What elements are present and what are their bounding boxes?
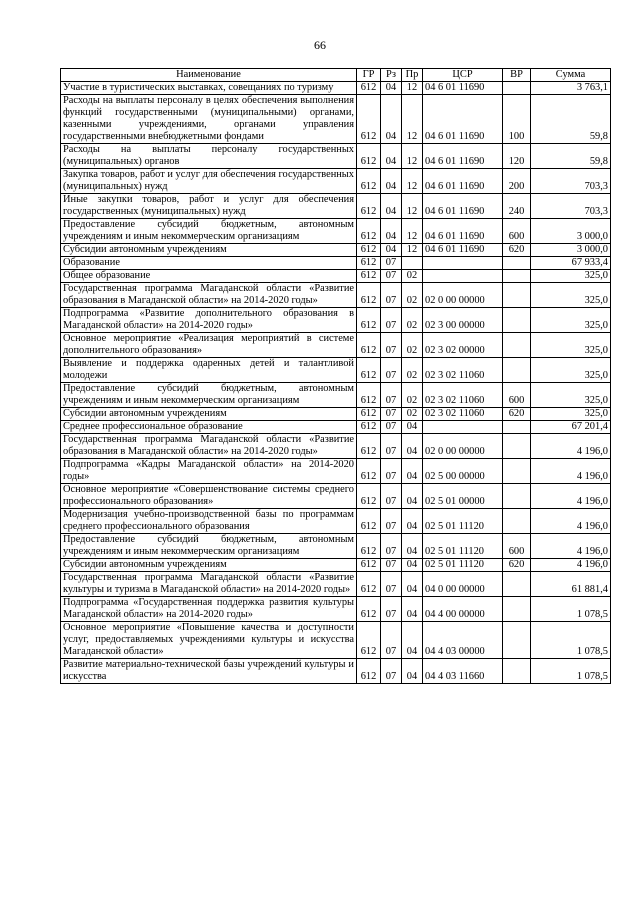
cell-gr: 612 bbox=[357, 597, 381, 622]
table-row bbox=[61, 434, 611, 459]
cell-pr: 04 bbox=[402, 459, 423, 484]
cell-pr: 12 bbox=[402, 194, 423, 219]
cell-vr: 600 bbox=[503, 383, 531, 408]
cell-sum: 3 763,1 bbox=[531, 82, 611, 95]
table-row bbox=[61, 169, 611, 194]
cell-name: Основное мероприятие «Совершенствование системы среднего профессионального образования» bbox=[61, 484, 357, 509]
cell-gr: 612 bbox=[357, 194, 381, 219]
cell-pr: 04 bbox=[402, 509, 423, 534]
cell-rz: 07 bbox=[381, 597, 402, 622]
table-row bbox=[61, 283, 611, 308]
cell-vr bbox=[503, 659, 531, 684]
cell-gr: 612 bbox=[357, 659, 381, 684]
cell-vr bbox=[503, 434, 531, 459]
table-row bbox=[61, 383, 611, 408]
table-body bbox=[61, 82, 611, 684]
cell-vr bbox=[503, 572, 531, 597]
cell-name: Субсидии автономным учреждениям bbox=[61, 559, 357, 572]
cell-name: Государственная программа Магаданской области «Развитие образования в Магаданской области» на 2014-2020 годы» bbox=[61, 434, 357, 459]
cell-sum: 325,0 bbox=[531, 383, 611, 408]
cell-gr: 612 bbox=[357, 572, 381, 597]
cell-gr: 612 bbox=[357, 257, 381, 270]
cell-rz: 07 bbox=[381, 572, 402, 597]
cell-csr: 04 6 01 11690 bbox=[423, 82, 503, 95]
cell-gr: 612 bbox=[357, 144, 381, 169]
cell-csr: 02 3 02 11060 bbox=[423, 383, 503, 408]
cell-sum: 4 196,0 bbox=[531, 434, 611, 459]
column-header-sum: Сумма bbox=[531, 69, 611, 82]
cell-pr: 04 bbox=[402, 572, 423, 597]
cell-name: Подпрограмма «Развитие дополнительного образования в Магаданской области» на 2014-2020 годы» bbox=[61, 308, 357, 333]
cell-vr bbox=[503, 484, 531, 509]
table-row bbox=[61, 82, 611, 95]
cell-rz: 07 bbox=[381, 408, 402, 421]
table-row bbox=[61, 194, 611, 219]
cell-sum: 1 078,5 bbox=[531, 597, 611, 622]
cell-csr bbox=[423, 257, 503, 270]
cell-sum: 703,3 bbox=[531, 194, 611, 219]
cell-rz: 04 bbox=[381, 95, 402, 144]
cell-csr: 04 4 03 11660 bbox=[423, 659, 503, 684]
cell-sum: 3 000,0 bbox=[531, 219, 611, 244]
table-row bbox=[61, 659, 611, 684]
table-row bbox=[61, 421, 611, 434]
cell-rz: 07 bbox=[381, 459, 402, 484]
table-row bbox=[61, 333, 611, 358]
table-row bbox=[61, 144, 611, 169]
cell-csr: 02 5 00 00000 bbox=[423, 459, 503, 484]
cell-csr: 04 6 01 11690 bbox=[423, 244, 503, 257]
cell-gr: 612 bbox=[357, 459, 381, 484]
cell-vr: 600 bbox=[503, 219, 531, 244]
cell-gr: 612 bbox=[357, 434, 381, 459]
cell-pr: 04 bbox=[402, 421, 423, 434]
cell-csr: 04 4 03 00000 bbox=[423, 622, 503, 659]
cell-rz: 04 bbox=[381, 82, 402, 95]
cell-rz: 07 bbox=[381, 622, 402, 659]
cell-pr: 12 bbox=[402, 82, 423, 95]
cell-rz: 07 bbox=[381, 659, 402, 684]
cell-name: Расходы на выплаты персоналу государственных (муниципальных) органов bbox=[61, 144, 357, 169]
cell-pr: 04 bbox=[402, 434, 423, 459]
cell-gr: 612 bbox=[357, 270, 381, 283]
cell-sum: 1 078,5 bbox=[531, 659, 611, 684]
cell-name: Предоставление субсидий бюджетным, автономным учреждениям и иным некоммерческим организациям bbox=[61, 534, 357, 559]
cell-pr: 02 bbox=[402, 358, 423, 383]
cell-name: Государственная программа Магаданской области «Развитие образования в Магаданской области» на 2014-2020 годы» bbox=[61, 283, 357, 308]
cell-rz: 04 bbox=[381, 144, 402, 169]
cell-gr: 612 bbox=[357, 622, 381, 659]
cell-csr bbox=[423, 270, 503, 283]
cell-vr: 620 bbox=[503, 408, 531, 421]
table-row bbox=[61, 559, 611, 572]
cell-sum: 703,3 bbox=[531, 169, 611, 194]
cell-csr bbox=[423, 421, 503, 434]
cell-csr: 02 3 02 11060 bbox=[423, 408, 503, 421]
cell-name: Выявление и поддержка одаренных детей и талантливой молодежи bbox=[61, 358, 357, 383]
cell-sum: 59,8 bbox=[531, 144, 611, 169]
table-row bbox=[61, 95, 611, 144]
cell-rz: 04 bbox=[381, 219, 402, 244]
cell-gr: 612 bbox=[357, 244, 381, 257]
cell-sum: 4 196,0 bbox=[531, 484, 611, 509]
cell-rz: 07 bbox=[381, 308, 402, 333]
cell-rz: 07 bbox=[381, 434, 402, 459]
cell-vr bbox=[503, 358, 531, 383]
cell-rz: 07 bbox=[381, 559, 402, 572]
cell-csr: 02 5 01 11120 bbox=[423, 534, 503, 559]
cell-name: Расходы на выплаты персоналу в целях обеспечения выполнения функций государственными (муниципальными) органами, казенными учреждениями, органами управления государственными внебюджетными фондами bbox=[61, 95, 357, 144]
cell-csr: 04 4 00 00000 bbox=[423, 597, 503, 622]
column-header-name: Наименование bbox=[61, 69, 357, 82]
column-header-pr: Пр bbox=[402, 69, 423, 82]
cell-pr bbox=[402, 257, 423, 270]
cell-vr: 120 bbox=[503, 144, 531, 169]
cell-vr bbox=[503, 421, 531, 434]
cell-csr: 02 5 01 00000 bbox=[423, 484, 503, 509]
cell-name: Субсидии автономным учреждениям bbox=[61, 244, 357, 257]
cell-csr: 02 0 00 00000 bbox=[423, 283, 503, 308]
cell-vr bbox=[503, 283, 531, 308]
budget-table bbox=[60, 68, 611, 684]
cell-rz: 04 bbox=[381, 194, 402, 219]
cell-pr: 04 bbox=[402, 622, 423, 659]
table-row bbox=[61, 597, 611, 622]
cell-sum: 4 196,0 bbox=[531, 534, 611, 559]
table-row bbox=[61, 308, 611, 333]
table-row bbox=[61, 459, 611, 484]
cell-csr: 04 6 01 11690 bbox=[423, 194, 503, 219]
cell-pr: 02 bbox=[402, 408, 423, 421]
cell-gr: 612 bbox=[357, 408, 381, 421]
cell-vr bbox=[503, 622, 531, 659]
cell-pr: 04 bbox=[402, 534, 423, 559]
cell-rz: 07 bbox=[381, 283, 402, 308]
cell-rz: 07 bbox=[381, 270, 402, 283]
cell-gr: 612 bbox=[357, 82, 381, 95]
column-header-gr: ГР bbox=[357, 69, 381, 82]
cell-sum: 67 933,4 bbox=[531, 257, 611, 270]
cell-gr: 612 bbox=[357, 283, 381, 308]
cell-rz: 07 bbox=[381, 509, 402, 534]
cell-csr: 02 3 02 11060 bbox=[423, 358, 503, 383]
cell-sum: 4 196,0 bbox=[531, 559, 611, 572]
cell-name: Развитие материально-технической базы учреждений культуры и искусства bbox=[61, 659, 357, 684]
cell-sum: 3 000,0 bbox=[531, 244, 611, 257]
cell-rz: 07 bbox=[381, 333, 402, 358]
cell-rz: 07 bbox=[381, 534, 402, 559]
cell-rz: 07 bbox=[381, 421, 402, 434]
cell-csr: 04 0 00 00000 bbox=[423, 572, 503, 597]
cell-vr: 620 bbox=[503, 244, 531, 257]
cell-gr: 612 bbox=[357, 484, 381, 509]
cell-csr: 04 6 01 11690 bbox=[423, 169, 503, 194]
cell-sum: 59,8 bbox=[531, 95, 611, 144]
cell-vr: 200 bbox=[503, 169, 531, 194]
table-row bbox=[61, 509, 611, 534]
cell-gr: 612 bbox=[357, 383, 381, 408]
cell-sum: 4 196,0 bbox=[531, 459, 611, 484]
cell-name: Предоставление субсидий бюджетным, автономным учреждениям и иным некоммерческим организациям bbox=[61, 219, 357, 244]
cell-gr: 612 bbox=[357, 509, 381, 534]
cell-csr: 04 6 01 11690 bbox=[423, 219, 503, 244]
cell-vr bbox=[503, 257, 531, 270]
cell-sum: 325,0 bbox=[531, 308, 611, 333]
cell-vr bbox=[503, 82, 531, 95]
cell-pr: 12 bbox=[402, 95, 423, 144]
cell-sum: 61 881,4 bbox=[531, 572, 611, 597]
cell-sum: 325,0 bbox=[531, 408, 611, 421]
table-row bbox=[61, 572, 611, 597]
cell-rz: 07 bbox=[381, 484, 402, 509]
cell-gr: 612 bbox=[357, 95, 381, 144]
cell-vr bbox=[503, 509, 531, 534]
cell-rz: 04 bbox=[381, 244, 402, 257]
cell-sum: 325,0 bbox=[531, 283, 611, 308]
column-header-vr: ВР bbox=[503, 69, 531, 82]
cell-pr: 02 bbox=[402, 383, 423, 408]
cell-csr: 02 3 02 00000 bbox=[423, 333, 503, 358]
cell-gr: 612 bbox=[357, 219, 381, 244]
cell-pr: 12 bbox=[402, 169, 423, 194]
cell-sum: 325,0 bbox=[531, 358, 611, 383]
cell-pr: 04 bbox=[402, 559, 423, 572]
cell-name: Основное мероприятие «Реализация мероприятий в системе дополнительного образования» bbox=[61, 333, 357, 358]
table-row bbox=[61, 484, 611, 509]
cell-pr: 04 bbox=[402, 484, 423, 509]
cell-vr: 240 bbox=[503, 194, 531, 219]
cell-sum: 325,0 bbox=[531, 270, 611, 283]
table-row bbox=[61, 622, 611, 659]
cell-vr bbox=[503, 597, 531, 622]
cell-name: Подпрограмма «Кадры Магаданской области» на 2014-2020 годы» bbox=[61, 459, 357, 484]
cell-rz: 07 bbox=[381, 383, 402, 408]
table-header-row bbox=[61, 69, 611, 82]
cell-name: Предоставление субсидий бюджетным, автономным учреждениям и иным некоммерческим организациям bbox=[61, 383, 357, 408]
cell-gr: 612 bbox=[357, 308, 381, 333]
cell-csr: 02 3 00 00000 bbox=[423, 308, 503, 333]
table-row bbox=[61, 408, 611, 421]
cell-csr: 04 6 01 11690 bbox=[423, 95, 503, 144]
cell-rz: 07 bbox=[381, 358, 402, 383]
table-row bbox=[61, 219, 611, 244]
column-header-rz: Рз bbox=[381, 69, 402, 82]
cell-sum: 67 201,4 bbox=[531, 421, 611, 434]
cell-pr: 12 bbox=[402, 244, 423, 257]
cell-pr: 02 bbox=[402, 270, 423, 283]
cell-name: Основное мероприятие «Повышение качества и доступности услуг, предоставляемых учреждениями культуры и искусства Магаданской области» bbox=[61, 622, 357, 659]
cell-gr: 612 bbox=[357, 534, 381, 559]
page-number: 66 bbox=[314, 38, 326, 52]
cell-pr: 12 bbox=[402, 144, 423, 169]
cell-vr bbox=[503, 459, 531, 484]
cell-rz: 04 bbox=[381, 169, 402, 194]
table-row bbox=[61, 257, 611, 270]
cell-rz: 07 bbox=[381, 257, 402, 270]
cell-name: Субсидии автономным учреждениям bbox=[61, 408, 357, 421]
cell-vr: 600 bbox=[503, 534, 531, 559]
cell-name: Подпрограмма «Государственная поддержка развития культуры Магаданской области» на 2014-2020 годы» bbox=[61, 597, 357, 622]
cell-name: Иные закупки товаров, работ и услуг для обеспечения государственных (муниципальных) нужд bbox=[61, 194, 357, 219]
cell-gr: 612 bbox=[357, 358, 381, 383]
cell-name: Образование bbox=[61, 257, 357, 270]
table-row bbox=[61, 270, 611, 283]
cell-name: Среднее профессиональное образование bbox=[61, 421, 357, 434]
cell-vr bbox=[503, 270, 531, 283]
cell-name: Участие в туристических выставках, совещаниях по туризму bbox=[61, 82, 357, 95]
cell-name: Общее образование bbox=[61, 270, 357, 283]
column-header-csr: ЦСР bbox=[423, 69, 503, 82]
cell-pr: 04 bbox=[402, 597, 423, 622]
table-row bbox=[61, 244, 611, 257]
cell-vr: 100 bbox=[503, 95, 531, 144]
cell-name: Модернизация учебно-производственной базы по программам среднего профессионального образования bbox=[61, 509, 357, 534]
cell-gr: 612 bbox=[357, 169, 381, 194]
cell-sum: 4 196,0 bbox=[531, 509, 611, 534]
table-row bbox=[61, 358, 611, 383]
cell-pr: 12 bbox=[402, 219, 423, 244]
cell-name: Закупка товаров, работ и услуг для обеспечения государственных (муниципальных) нужд bbox=[61, 169, 357, 194]
cell-sum: 325,0 bbox=[531, 333, 611, 358]
cell-pr: 02 bbox=[402, 333, 423, 358]
cell-csr: 04 6 01 11690 bbox=[423, 144, 503, 169]
cell-csr: 02 5 01 11120 bbox=[423, 509, 503, 534]
cell-sum: 1 078,5 bbox=[531, 622, 611, 659]
table-row bbox=[61, 534, 611, 559]
cell-pr: 02 bbox=[402, 308, 423, 333]
cell-vr: 620 bbox=[503, 559, 531, 572]
cell-name: Государственная программа Магаданской области «Развитие культуры и туризма в Магаданской области» на 2014-2020 годы» bbox=[61, 572, 357, 597]
cell-gr: 612 bbox=[357, 421, 381, 434]
cell-vr bbox=[503, 333, 531, 358]
cell-pr: 04 bbox=[402, 659, 423, 684]
cell-vr bbox=[503, 308, 531, 333]
cell-pr: 02 bbox=[402, 283, 423, 308]
cell-gr: 612 bbox=[357, 333, 381, 358]
cell-gr: 612 bbox=[357, 559, 381, 572]
cell-csr: 02 5 01 11120 bbox=[423, 559, 503, 572]
cell-csr: 02 0 00 00000 bbox=[423, 434, 503, 459]
